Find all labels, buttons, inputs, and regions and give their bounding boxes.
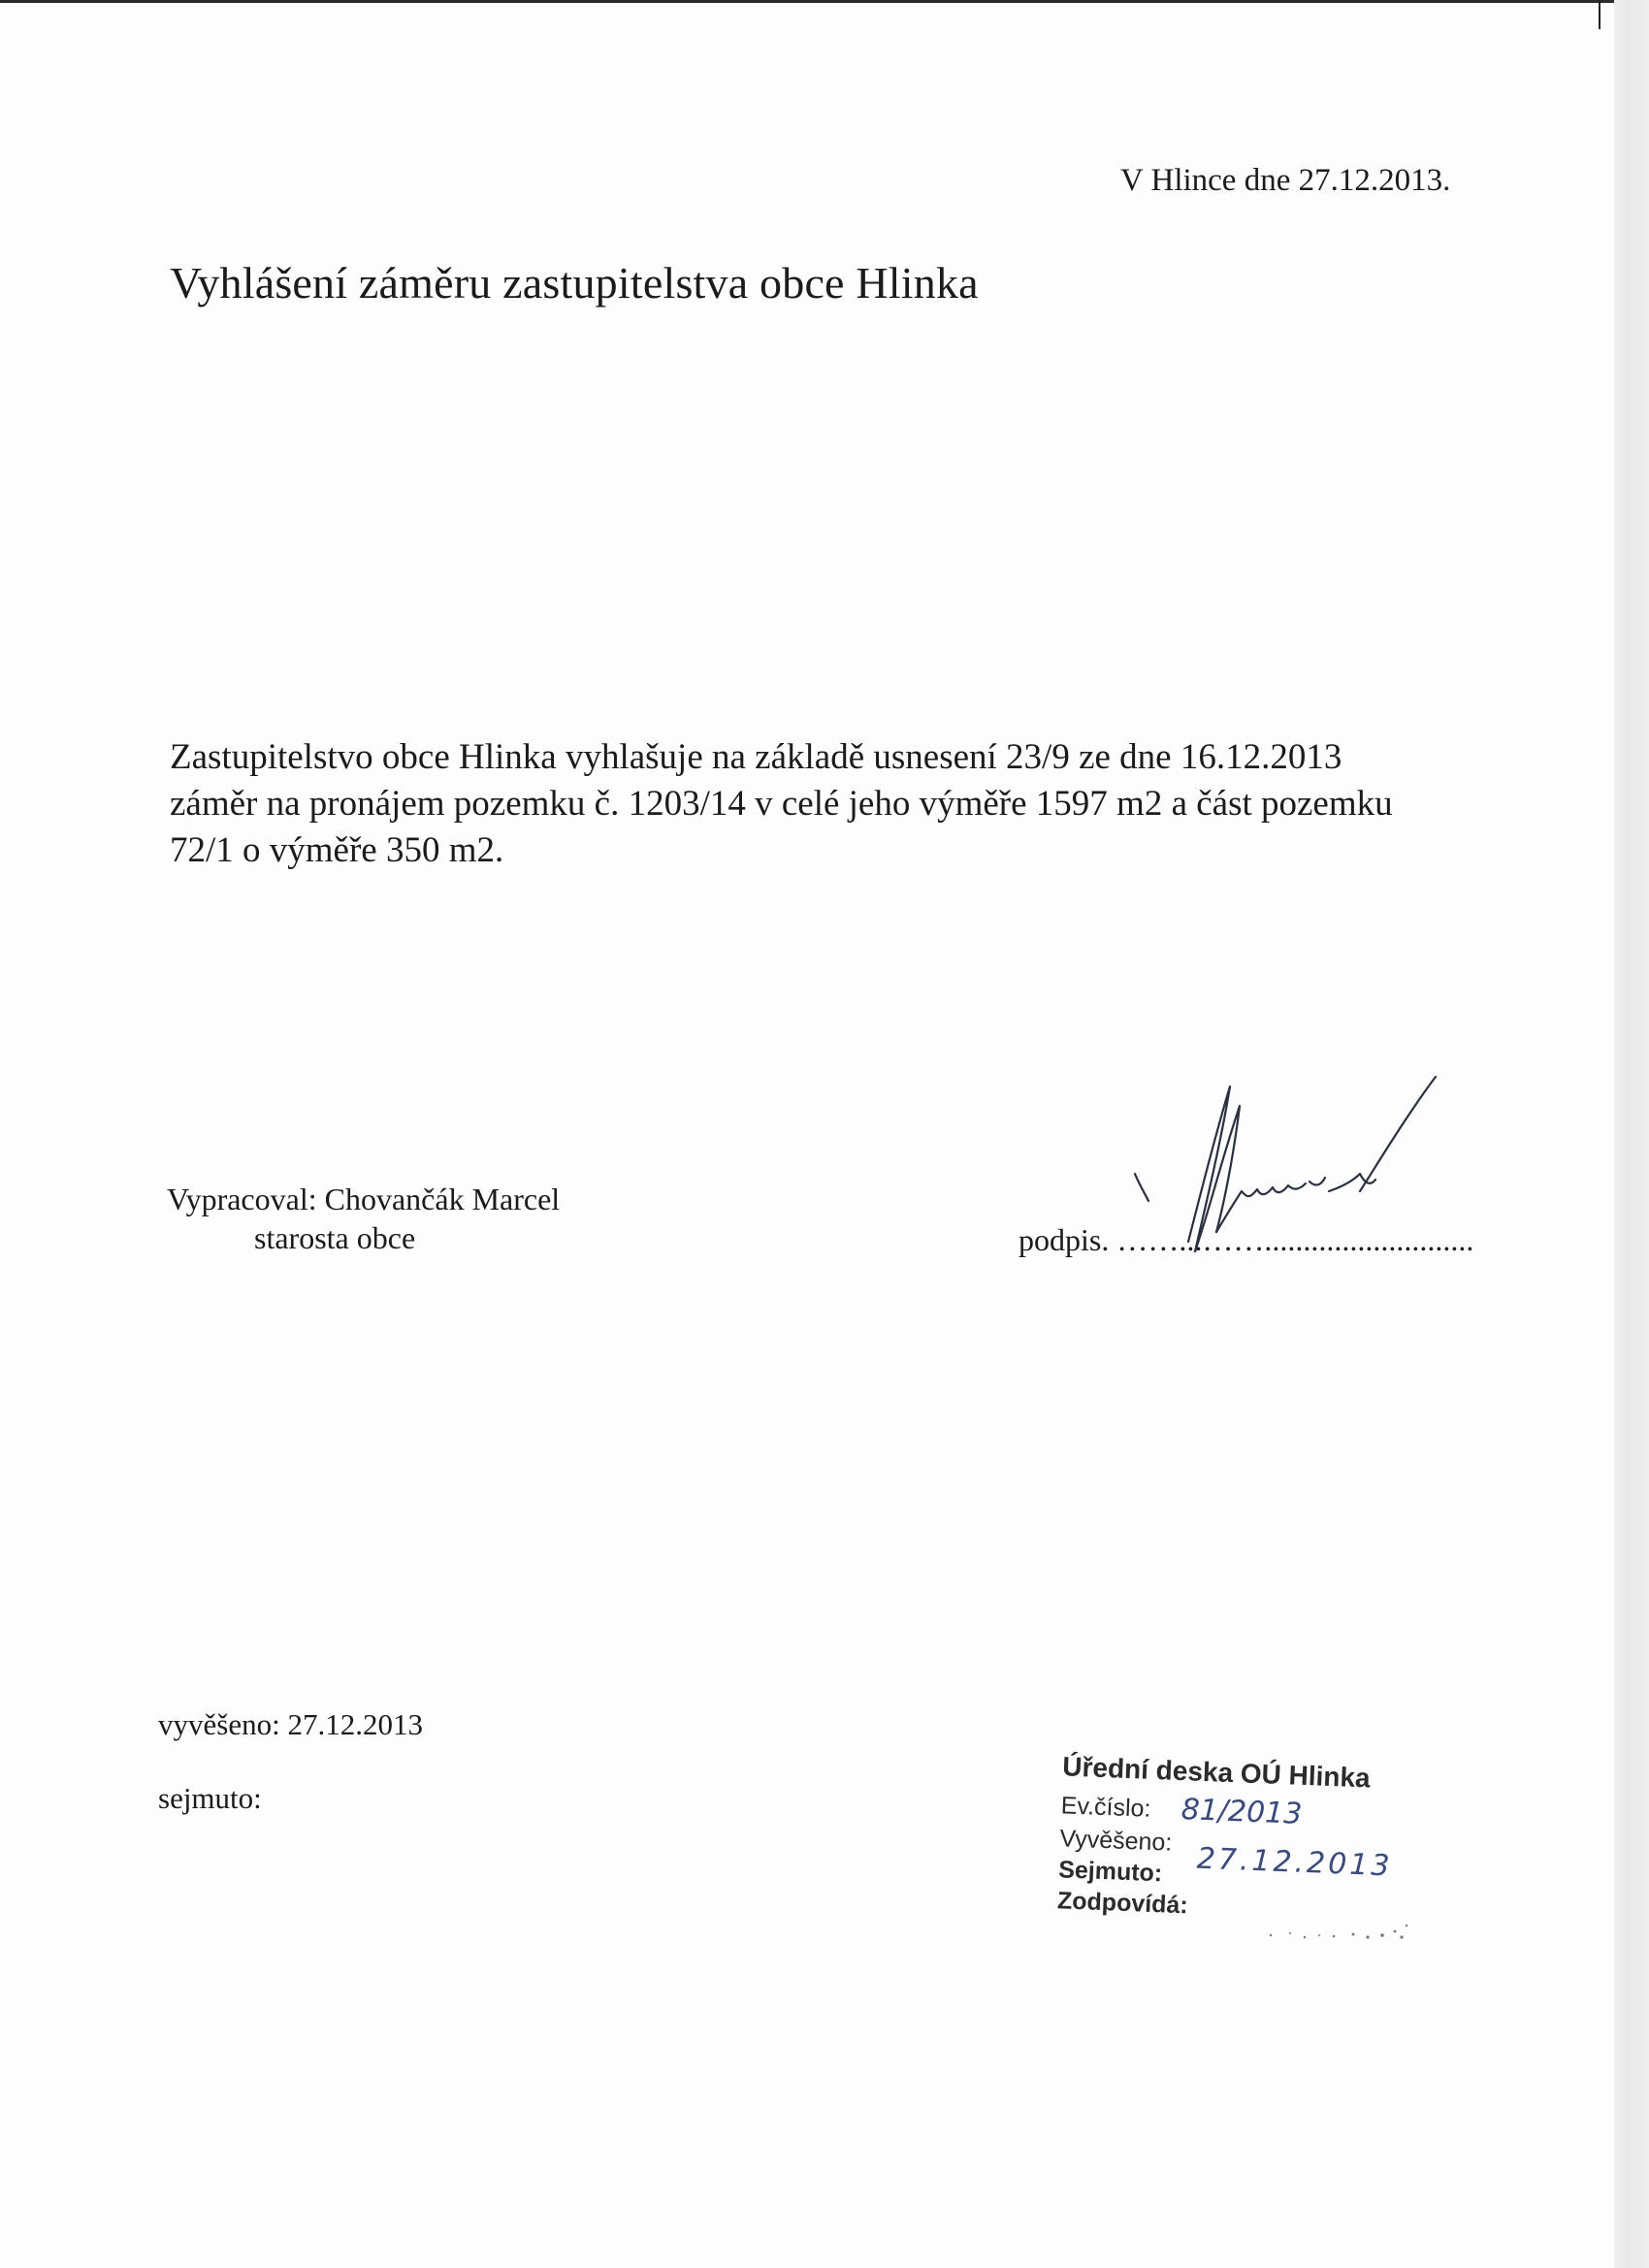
scan-edge-mark [1599,0,1600,29]
handwritten-signature [1116,1067,1474,1271]
signature-line: podpis. ……...……........................... [1018,1222,1474,1257]
body-paragraph [170,734,1470,874]
stamp-posted-value: 27.12.2013 [1196,1841,1394,1884]
stamp-ev-value: 81/2013 [1180,1793,1303,1831]
body-line: Zastupitelstvo obce Hlinka vyhlašuje na základě usnesení 23/9 ze dne 16.12.2013 [170,737,1342,777]
stamp-posted-label: Vyvěšeno: [1059,1825,1173,1857]
stamp-ev-label: Ev.číslo: [1060,1792,1151,1823]
body-line: 72/1 o výměře 350 m2. [170,830,504,870]
body-line: záměr na pronájem pozemku č. 1203/14 v celé jeho výměře 1597 m2 a část pozemku [170,784,1393,824]
posted-date: vyvěšeno: 27.12.2013 [158,1707,423,1741]
prepared-by-block [167,1180,560,1257]
prepared-by: Vypracoval: Chovančák Marcel [167,1182,561,1216]
stamp-ink-specks [1261,1916,1416,1945]
scan-right-edge [1614,0,1649,2268]
stamp-removed-label: Sejmuto: [1057,1856,1163,1888]
stamp-responsible-label: Zodpovídá: [1056,1887,1189,1920]
document-title: Vyhlášení záměru zastupitelstva obce Hlinka [170,258,979,308]
removed-date: sejmuto: [158,1781,262,1815]
date-line: V Hlince dne 27.12.2013. [1120,163,1451,198]
scan-top-edge [0,0,1649,3]
stamp-title: Úřední deska OÚ Hlinka [1061,1751,1372,1794]
role: starosta obce [254,1220,416,1255]
